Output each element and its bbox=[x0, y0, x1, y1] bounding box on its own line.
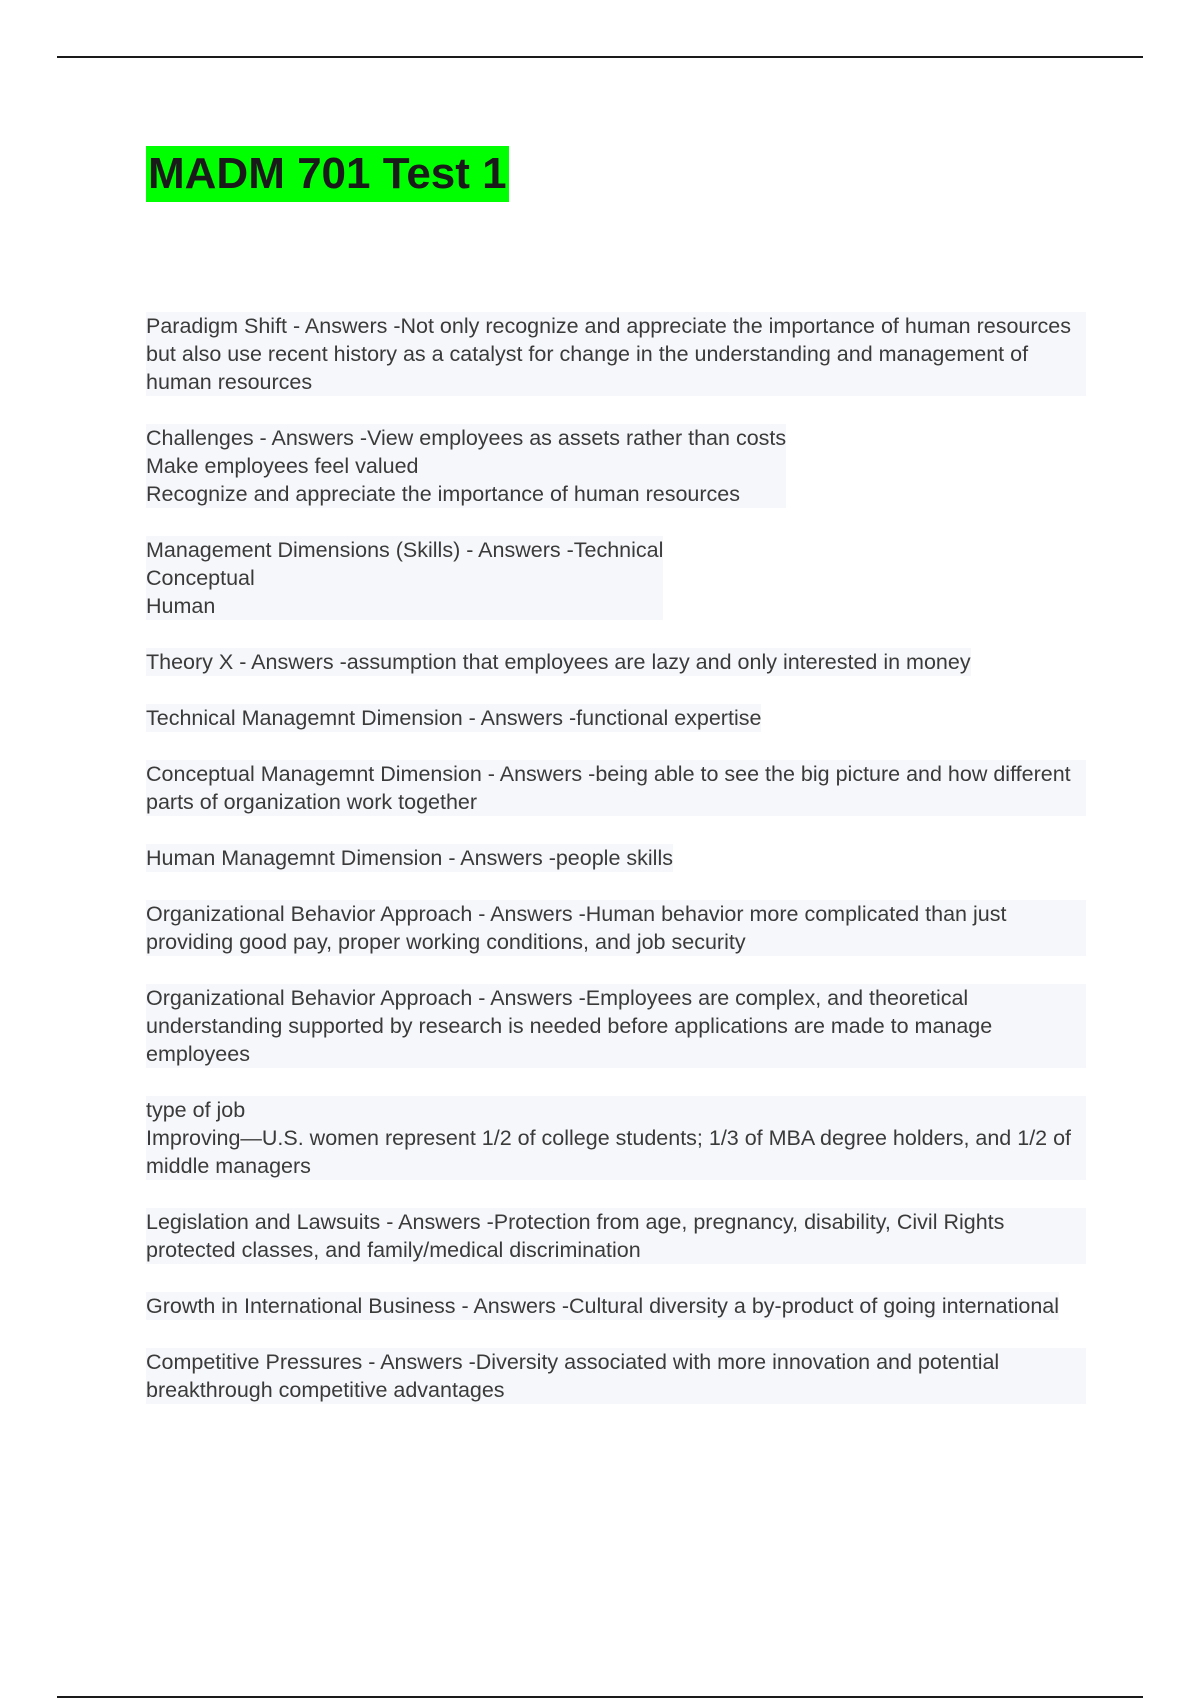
footer-rule bbox=[57, 1696, 1143, 1698]
header-rule bbox=[57, 56, 1143, 58]
qa-item: Technical Managemnt Dimension - Answers -functional expertise bbox=[146, 706, 762, 730]
document-title: MADM 701 Test 1 bbox=[146, 146, 509, 202]
qa-item: Conceptual Managemnt Dimension - Answers -being able to see the big picture and how different parts of organization work together bbox=[146, 760, 1086, 816]
qa-item: Organizational Behavior Approach - Answers -Employees are complex, and theoretical understanding supported by research is needed before applications are made to manage employees bbox=[146, 984, 1086, 1068]
qa-item: Competitive Pressures - Answers -Diversity associated with more innovation and potential breakthrough competitive advantages bbox=[146, 1348, 1086, 1404]
qa-item: Challenges - Answers -View employees as assets rather than costs Make employees feel valued Recognize and appreciate the importance of human resources bbox=[146, 426, 787, 506]
qa-list bbox=[146, 312, 1086, 1432]
qa-item: Organizational Behavior Approach - Answers -Human behavior more complicated than just providing good pay, proper working conditions, and job security bbox=[146, 900, 1086, 956]
qa-item: Legislation and Lawsuits - Answers -Protection from age, pregnancy, disability, Civil Rights protected classes, and family/medical discrimination bbox=[146, 1208, 1086, 1264]
qa-item: Management Dimensions (Skills) - Answers -Technical Conceptual Human bbox=[146, 538, 664, 618]
qa-item: Growth in International Business - Answers -Cultural diversity a by-product of going international bbox=[146, 1294, 1060, 1318]
qa-item: Paradigm Shift - Answers -Not only recognize and appreciate the importance of human resources but also use recent history as a catalyst for change in the understanding and management of human resources bbox=[146, 312, 1086, 396]
qa-item: Human Managemnt Dimension - Answers -people skills bbox=[146, 846, 673, 870]
qa-item: Theory X - Answers -assumption that employees are lazy and only interested in money bbox=[146, 650, 971, 674]
qa-item: type of job Improving—U.S. women represent 1/2 of college students; 1/3 of MBA degree holders, and 1/2 of middle managers bbox=[146, 1096, 1086, 1180]
